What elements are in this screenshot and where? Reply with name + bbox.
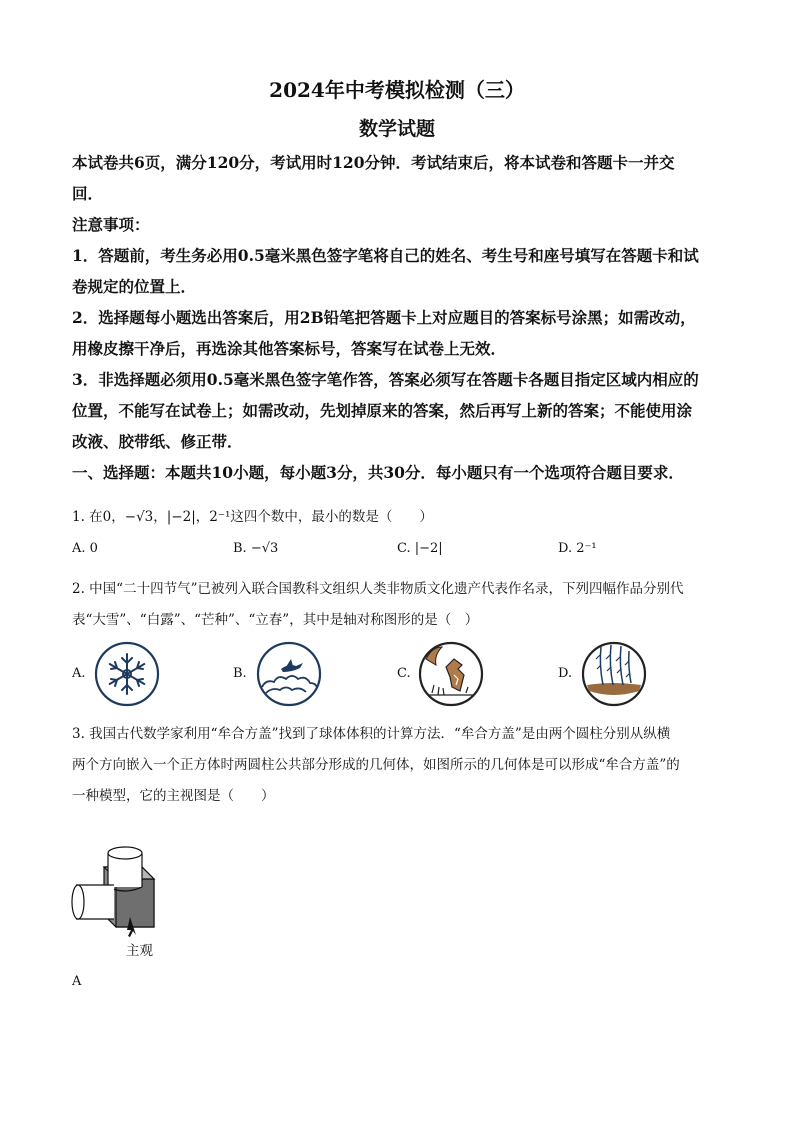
q1-option-c-value: |−2|	[414, 541, 443, 556]
note-1-line-1: 1．答题前，考生务必用0.5毫米黑色签字笔将自己的姓名、考生号和座号填写在答题卡和试	[72, 246, 699, 265]
q1-prefix: 1. 在0，	[72, 509, 125, 525]
q1-option-d-value: 2⁻¹	[576, 541, 597, 556]
note-2-line-1: 2．选择题每小题选出答案后，用2B铅笔把答题卡上对应题目的答案标号涂黑；如需改动，	[72, 308, 696, 327]
q2-line-2: 表“大雪”、“白露”、“芒种”、“立春”，其中是轴对称图形的是（ ）	[72, 612, 479, 628]
q1-option-b-value: −√3	[250, 541, 279, 556]
intro-line-1: 本试卷共6页，满分120分，考试用时120分钟．考试结束后，将本试卷和答题卡一并交	[72, 153, 675, 172]
q1-abs-neg2: |−2|	[166, 509, 196, 525]
solid-figure-diagram	[70, 845, 160, 945]
q3-line-2: 两个方向嵌入一个正方体时两圆柱公共部分形成的几何体，如图所示的几何体是可以形成“牟合方盖”的	[72, 757, 680, 773]
q3-line-1: 3. 我国古代数学家利用“牟合方盖”找到了球体体积的计算方法．“牟合方盖”是由两个圆柱分别从纵横	[72, 726, 671, 742]
note-3-line-3: 改液、胶带纸、修正带．	[72, 432, 243, 451]
note-3-line-2: 位置，不能写在试卷上；如需改动，先划掉原来的答案，然后再写上新的答案；不能使用涂	[72, 401, 693, 420]
note-3-line-1: 3．非选择题必须用0.5毫米黑色签字笔作答，答案必须写在答题卡各题目指定区域内相应的	[72, 370, 699, 389]
q2-option-a-label[interactable]: A.	[72, 666, 86, 681]
q1-suffix: 这四个数中，最小的数是（ ）	[230, 509, 433, 525]
q1-option-d-label: D.	[558, 541, 573, 556]
q1-neg-sqrt3: −√3	[124, 509, 154, 525]
page-subtitle: 数学试题	[358, 118, 435, 140]
bird-cloud-icon	[256, 641, 322, 707]
q3-line-3: 一种模型，它的主视图是（ ）	[72, 788, 275, 804]
q2-option-c-label[interactable]: C.	[397, 666, 411, 681]
q1-option-c-label: C.	[397, 541, 411, 556]
q3-option-a[interactable]: A	[72, 974, 82, 989]
q1-option-a[interactable]: A. 0	[72, 541, 98, 556]
grass-field-icon	[418, 641, 484, 707]
q2-option-d-label[interactable]: D.	[558, 666, 573, 681]
note-2-line-2: 用橡皮擦干净后，再选涂其他答案标号，答案写在试卷上无效．	[72, 339, 507, 358]
q1-option-b[interactable]	[233, 541, 278, 556]
notes-heading: 注意事项：	[72, 215, 150, 234]
q2-option-b-label[interactable]: B.	[233, 666, 247, 681]
snowflake-icon	[94, 641, 160, 707]
q1-option-d[interactable]	[558, 541, 597, 556]
page-title: 2024年中考模拟检测（三）	[269, 78, 525, 102]
q1-option-b-label: B.	[233, 541, 247, 556]
q1-stem: 1. 在0，−√3，|−2|，2⁻¹这四个数中，最小的数是（ ）	[72, 509, 433, 525]
q2-line-1: 2. 中国“二十四节气”已被列入联合国教科文组织人类非物质文化遗产代表作名录，下列四幅作品分别代	[72, 581, 684, 597]
q1-two-inverse: 2⁻¹	[209, 509, 231, 525]
note-1-line-2: 卷规定的位置上．	[72, 277, 197, 296]
intro-line-2: 回．	[72, 184, 104, 203]
q1-option-c[interactable]	[397, 541, 443, 556]
willow-icon	[581, 641, 647, 707]
section-1-heading: 一、选择题：本题共10小题，每小题3分，共30分．每小题只有一个选项符合题目要求．	[72, 463, 684, 482]
figure-caption: 主观	[126, 943, 153, 959]
